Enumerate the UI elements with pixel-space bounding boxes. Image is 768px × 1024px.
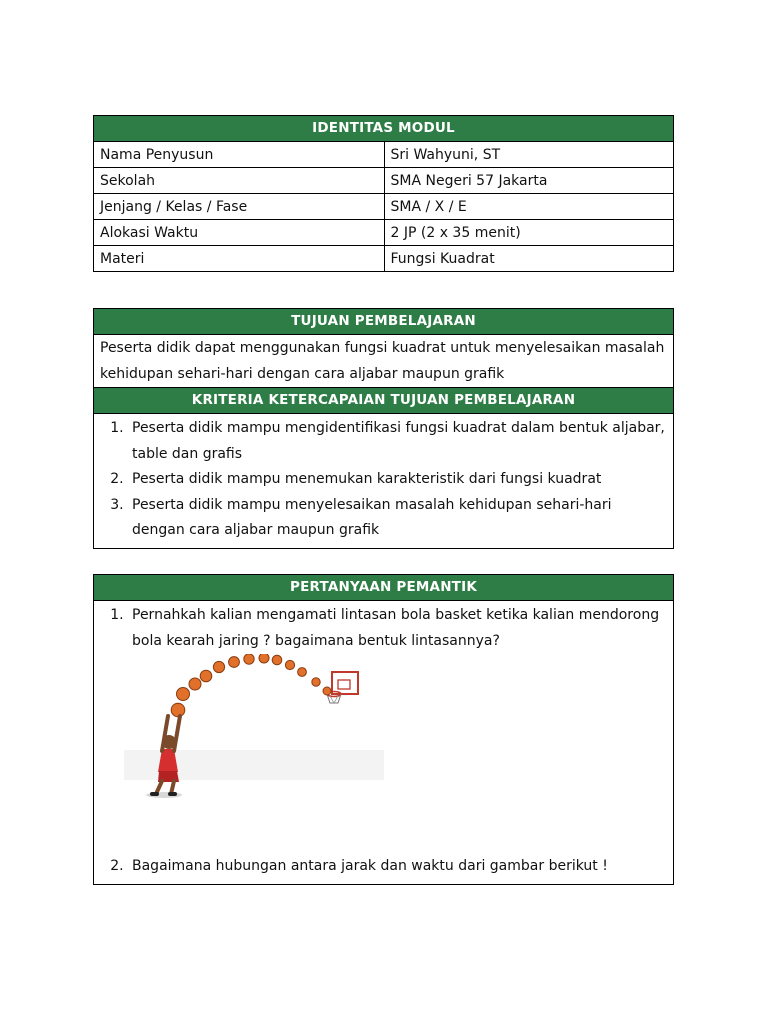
list-item: 3. Peserta didik mampu menyelesaikan masalah kehidupan sehari-hari dengan cara aljabar maupun grafik: [128, 493, 667, 544]
ball-icon: [272, 655, 282, 665]
identitas-modul-table: [93, 115, 674, 272]
ball-trajectory: [171, 654, 331, 717]
ball-icon: [189, 678, 201, 690]
ball-icon: [323, 687, 331, 695]
kriteria-header: KRITERIA KETERCAPAIAN TUJUAN PEMBELAJARAN: [94, 387, 673, 413]
ball-icon: [312, 678, 320, 686]
ball-icon: [213, 661, 224, 672]
list-item: 2. Peserta didik mampu menemukan karakteristik dari fungsi kuadrat: [128, 467, 667, 493]
ball-icon: [229, 657, 240, 668]
row-value: SMA Negeri 57 Jakarta: [384, 168, 673, 194]
ball-icon: [177, 688, 190, 701]
row-value: Fungsi Kuadrat: [384, 246, 673, 272]
row-label: Alokasi Waktu: [94, 220, 384, 246]
pemantik-header: PERTANYAAN PEMANTIK: [94, 575, 673, 600]
pertanyaan-pemantik-table: [93, 574, 674, 885]
table-row: [94, 220, 673, 246]
row-value: SMA / X / E: [384, 194, 673, 220]
basketball-illustration: [94, 654, 673, 854]
list-item: 2. Bagaimana hubungan antara jarak dan waktu dari gambar berikut !: [128, 854, 667, 880]
table-row: [94, 246, 673, 272]
table-row: [94, 168, 673, 194]
kriteria-list: [94, 413, 673, 548]
row-label: Materi: [94, 246, 384, 272]
row-label: Jenjang / Kelas / Fase: [94, 194, 384, 220]
ball-icon: [259, 654, 269, 663]
tujuan-header: TUJUAN PEMBELAJARAN: [94, 309, 673, 334]
basketball-hoop-icon: [327, 672, 358, 703]
identitas-grid: [94, 141, 673, 271]
ball-icon: [244, 654, 254, 664]
row-value: 2 JP (2 x 35 menit): [384, 220, 673, 246]
basketball-shot-image: [124, 654, 384, 814]
row-label: Nama Penyusun: [94, 142, 384, 168]
pemantik-q1-list: [94, 601, 673, 654]
row-label: Sekolah: [94, 168, 384, 194]
list-item: 1. Pernahkah kalian mengamati lintasan bola basket ketika kalian mendorong bola kearah jaring ? bagaimana bentuk lintasannya?: [128, 603, 667, 654]
tujuan-text: Peserta didik dapat menggunakan fungsi kuadrat untuk menyelesaikan masalah kehidupan sehari-hari dengan cara aljabar maupun grafik: [94, 334, 673, 387]
ball-icon: [171, 703, 185, 717]
ball-icon: [298, 668, 307, 677]
table-row: [94, 142, 673, 168]
identitas-header: IDENTITAS MODUL: [94, 116, 673, 141]
list-item: 1. Peserta didik mampu mengidentifikasi fungsi kuadrat dalam bentuk aljabar, table dan grafis: [128, 416, 667, 467]
ball-icon: [200, 670, 212, 682]
ball-icon: [285, 660, 294, 669]
tujuan-pembelajaran-table: [93, 308, 674, 549]
pemantik-q2-list: [94, 854, 673, 884]
row-value: Sri Wahyuni, ST: [384, 142, 673, 168]
table-row: [94, 194, 673, 220]
